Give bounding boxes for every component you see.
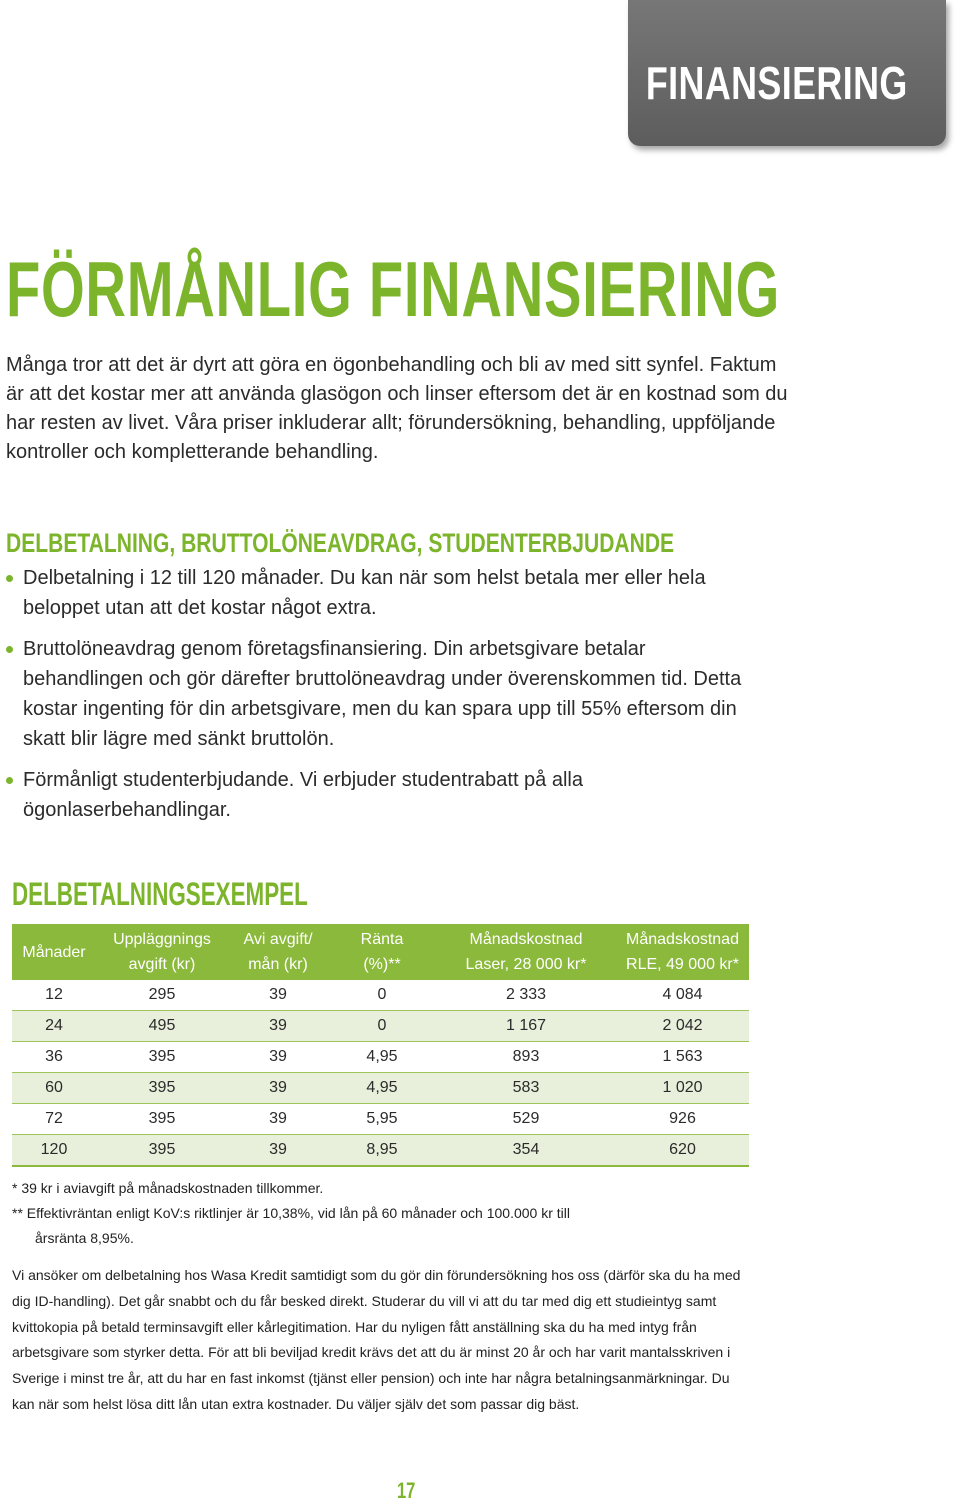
col-header: Avi avgift/ mån (kr) <box>228 924 328 980</box>
page-number: 17 <box>397 1478 416 1503</box>
cell-monthly-laser: 893 <box>436 1042 616 1073</box>
cell-monthly-laser: 529 <box>436 1104 616 1135</box>
cell-notice-fee: 39 <box>228 1042 328 1073</box>
cell-setup-fee: 395 <box>96 1042 228 1073</box>
col-header: Månadskostnad RLE, 49 000 kr* <box>616 924 749 980</box>
cell-monthly-rle: 926 <box>616 1104 749 1135</box>
cell-monthly-laser: 2 333 <box>436 980 616 1011</box>
bullet-installment <box>6 563 766 623</box>
bullet-dot-icon <box>6 575 13 582</box>
col-header: Månader <box>12 924 96 980</box>
cell-months: 24 <box>12 1011 96 1042</box>
col-header: Månadskostnad Laser, 28 000 kr* <box>436 924 616 980</box>
bullet-text: Delbetalning i 12 till 120 månader. Du kan när som helst betala mer eller hela beloppet utan att det kostar något extra. <box>23 567 706 619</box>
cell-interest: 8,95 <box>328 1135 436 1167</box>
bullet-dot-icon <box>6 777 13 784</box>
cell-setup-fee: 395 <box>96 1073 228 1104</box>
cell-setup-fee: 395 <box>96 1135 228 1167</box>
example-heading: DELBETALNINGSEXEMPEL <box>12 876 308 912</box>
bullet-student-offer <box>6 765 766 825</box>
cell-monthly-laser: 583 <box>436 1073 616 1104</box>
bullet-salary-deduction <box>6 634 766 754</box>
table-row <box>12 1042 749 1073</box>
col-header: Ränta (%)** <box>328 924 436 980</box>
table-header-row <box>12 924 749 980</box>
cell-interest: 0 <box>328 1011 436 1042</box>
cell-monthly-rle: 1 020 <box>616 1073 749 1104</box>
cell-notice-fee: 39 <box>228 1011 328 1042</box>
cell-monthly-rle: 2 042 <box>616 1011 749 1042</box>
bullet-text: Förmånligt studenterbjudande. Vi erbjuder studentrabatt på alla ögonlaserbehandlingar. <box>23 769 583 821</box>
cell-monthly-laser: 354 <box>436 1135 616 1167</box>
cell-notice-fee: 39 <box>228 1073 328 1104</box>
cell-monthly-laser: 1 167 <box>436 1011 616 1042</box>
cell-months: 36 <box>12 1042 96 1073</box>
cell-interest: 4,95 <box>328 1042 436 1073</box>
footnote-effective-rate <box>12 1201 712 1251</box>
table-row <box>12 1104 749 1135</box>
cell-interest: 0 <box>328 980 436 1011</box>
cell-notice-fee: 39 <box>228 1135 328 1167</box>
cell-months: 60 <box>12 1073 96 1104</box>
table-row <box>12 1011 749 1042</box>
section-tab-label: FINANSIERING <box>646 57 908 109</box>
footnote-line: årsränta 8,95%. <box>35 1230 134 1246</box>
page-title: FÖRMÅNLIG FINANSIERING <box>6 245 780 333</box>
cell-months: 120 <box>12 1135 96 1167</box>
cell-setup-fee: 495 <box>96 1011 228 1042</box>
cell-months: 12 <box>12 980 96 1011</box>
closing-paragraph: Vi ansöker om delbetalning hos Wasa Kredit samtidigt som du gör din förundersökning hos oss (därför ska du ha med dig ID-handling). Det går snabbt och du får besked direkt. Studerar du vill vi att du tar med dig ett studieintyg samt kvittokopia på betald terminsavgift eller kårlegitimation. Har du nyligen fått anställning ska du ha med intyg från arbetsgivare som styrker detta. För att bli beviljad kredit krävs det att du är minst 20 år och har varit mantalsskriven i Sverige i minst tre år, att du har en fast inkomst (tjänst eller pension) och inte har några betalningsanmärkningar. Du kan när som helst lösa ditt lån utan extra kostnader. Du väljer själv det som passar dig bäst. <box>12 1267 741 1412</box>
cell-setup-fee: 295 <box>96 980 228 1011</box>
footnote-line: ** Effektivräntan enligt KoV:s riktlinjer är 10,38%, vid lån på 60 månader och 100.000 kr till <box>12 1205 570 1221</box>
cell-monthly-rle: 4 084 <box>616 980 749 1011</box>
cell-notice-fee: 39 <box>228 1104 328 1135</box>
col-header: Uppläggnings avgift (kr) <box>96 924 228 980</box>
cell-monthly-rle: 1 563 <box>616 1042 749 1073</box>
table-row <box>12 1073 749 1104</box>
installment-table <box>12 924 749 1167</box>
section-tab <box>628 0 946 146</box>
table-row <box>12 980 749 1011</box>
bullet-dot-icon <box>6 646 13 653</box>
cell-monthly-rle: 620 <box>616 1135 749 1167</box>
cell-months: 72 <box>12 1104 96 1135</box>
intro-paragraph: Många tror att det är dyrt att göra en ögonbehandling och bli av med sitt synfel. Faktum är att det kostar mer att använda glasögon och linser eftersom det är en kostnad som du har resten av livet. Våra priser inkluderar allt; förundersökning, behandling, uppföljande kontroller och kompletterande behandling. <box>6 354 788 463</box>
cell-setup-fee: 395 <box>96 1104 228 1135</box>
cell-notice-fee: 39 <box>228 980 328 1011</box>
table-row <box>12 1135 749 1167</box>
bullet-text: Bruttolöneavdrag genom företagsfinansiering. Din arbetsgivare betalar behandlingen och gör därefter bruttolöneavdrag under överenskommen tid. Detta kostar ingenting för din arbetsgivare, men du kan spara upp till 55% eftersom din skatt blir lägre med sänkt bruttolön. <box>23 638 742 750</box>
cell-interest: 5,95 <box>328 1104 436 1135</box>
options-heading: DELBETALNING, BRUTTOLÖNEAVDRAG, STUDENTERBJUDANDE <box>6 528 675 558</box>
cell-interest: 4,95 <box>328 1073 436 1104</box>
footnote-aviavgift: * 39 kr i aviavgift på månadskostnaden tillkommer. <box>12 1180 324 1196</box>
